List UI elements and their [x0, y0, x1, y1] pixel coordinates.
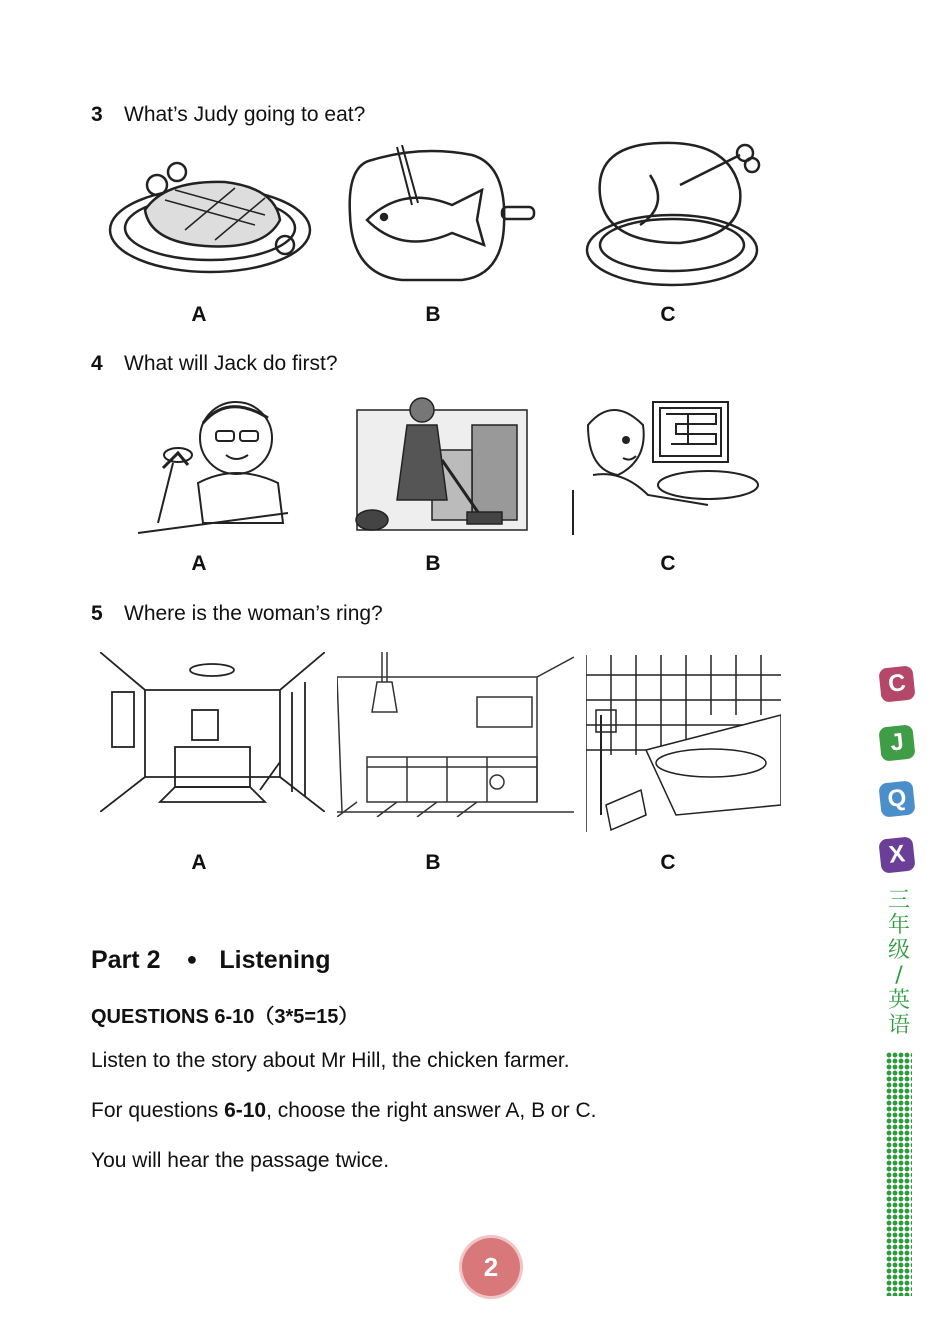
option-b[interactable]: B	[425, 851, 441, 874]
label-char: 年	[887, 913, 910, 938]
badge-j: J	[878, 724, 915, 761]
label-char: 语	[887, 1013, 910, 1038]
option-a[interactable]: A	[191, 552, 207, 575]
instruction-line-3: You will hear the passage twice.	[91, 1149, 390, 1172]
bedroom-image[interactable]	[100, 652, 325, 812]
questions-heading: QUESTIONS 6-10（3*5=15）	[91, 1006, 359, 1028]
question-5	[91, 602, 383, 626]
instruction-line-1: Listen to the story about Mr Hill, the chicken farmer.	[91, 1049, 570, 1072]
boy-doing-homework-image[interactable]	[128, 393, 296, 543]
woman-cleaning-floor-image[interactable]	[352, 390, 530, 540]
steak-plate-image[interactable]	[105, 150, 315, 280]
question-3	[91, 103, 365, 127]
instruction-line-2	[91, 1099, 596, 1123]
instruction-text: , choose the right answer A, B or C.	[266, 1099, 597, 1122]
page-number: 2	[462, 1238, 520, 1296]
question-number: 3	[91, 103, 103, 126]
question-number: 5	[91, 602, 103, 625]
kitchen-image[interactable]	[337, 652, 574, 817]
option-b[interactable]: B	[425, 303, 441, 326]
option-c[interactable]: C	[660, 851, 676, 874]
bullet: ●	[186, 949, 198, 969]
option-c[interactable]: C	[660, 303, 676, 326]
option-a[interactable]: A	[191, 851, 207, 874]
question-number: 4	[91, 352, 103, 375]
badge-c: C	[878, 665, 915, 702]
option-a[interactable]: A	[191, 303, 207, 326]
part-heading	[91, 946, 330, 975]
boy-playing-computer-image[interactable]	[568, 400, 773, 540]
question-text: What will Jack do first?	[124, 352, 338, 375]
question-text: What’s Judy going to eat?	[124, 103, 366, 126]
dotted-strip	[886, 1052, 912, 1296]
grade-subject-label	[884, 888, 914, 1038]
label-char: 级	[887, 938, 910, 963]
badge-x: X	[878, 836, 915, 873]
part-label: Part 2	[91, 946, 161, 974]
question-text: Where is the woman’s ring?	[124, 602, 383, 625]
label-char: /	[895, 963, 903, 988]
fish-in-pan-image[interactable]	[342, 145, 537, 285]
option-c[interactable]: C	[660, 552, 676, 575]
instruction-bold: 6-10	[224, 1099, 267, 1122]
label-char: 三	[887, 888, 910, 913]
badge-q: Q	[878, 780, 915, 817]
instruction-text: For questions	[91, 1099, 225, 1122]
bathroom-image[interactable]	[586, 655, 781, 832]
part-title: Listening	[219, 946, 331, 974]
option-b[interactable]: B	[425, 552, 441, 575]
roast-chicken-plate-image[interactable]	[580, 135, 765, 290]
label-char: 英	[887, 988, 910, 1013]
question-4	[91, 352, 338, 376]
